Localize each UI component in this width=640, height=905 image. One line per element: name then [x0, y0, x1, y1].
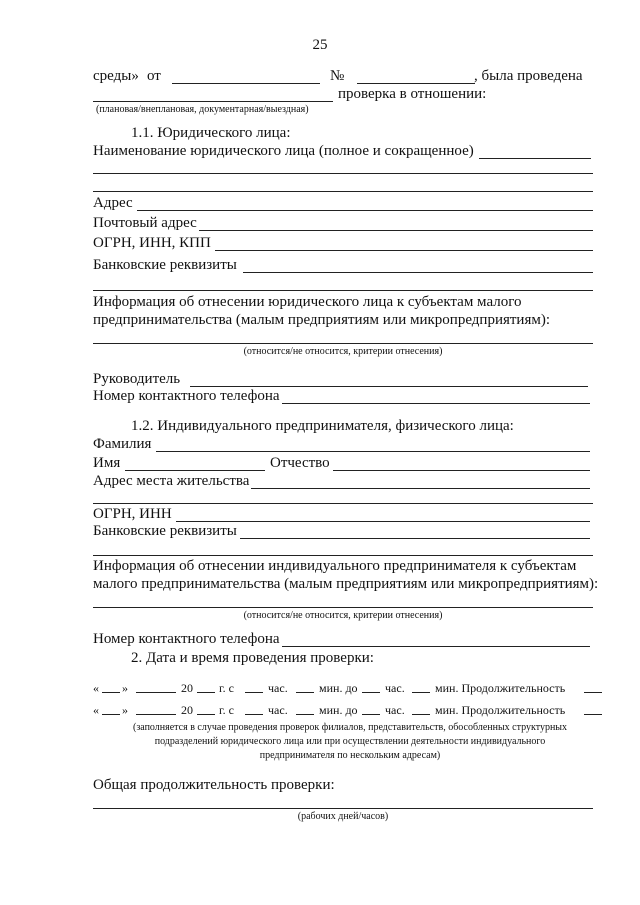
row1-hour2-label: час. — [385, 681, 405, 695]
patronymic-label: Отчество — [270, 455, 330, 471]
bank-details-field-line-2[interactable] — [93, 290, 593, 291]
row2-quote-close: » — [122, 703, 128, 717]
number-field-line[interactable] — [357, 83, 475, 84]
inspection-type-hint: (плановая/внеплановая, документарная/выездная) — [96, 104, 309, 115]
row1-day-field[interactable] — [102, 692, 120, 693]
residence-field-line[interactable] — [251, 488, 590, 489]
row2-duration-label: мин. Продолжительность — [435, 703, 566, 717]
legal-name-field-line[interactable] — [479, 158, 591, 159]
first-name-label: Имя — [93, 455, 121, 471]
row2-year-field[interactable] — [197, 714, 215, 715]
ip-ogrn-inn-field-line[interactable] — [176, 521, 590, 522]
section-2-title: 2. Дата и время проведения проверки: — [131, 650, 374, 666]
phone-field-line[interactable] — [282, 403, 590, 404]
bank-details-field-line[interactable] — [243, 272, 593, 273]
legal-name-field-line-2[interactable] — [93, 173, 593, 174]
intro-proverka: проверка в отношении: — [338, 86, 487, 102]
row1-min-do-label: мин. до — [319, 681, 358, 695]
legal-name-label: Наименование юридического лица (полное и сокращенное) — [93, 143, 474, 159]
residence-label: Адрес места жительства — [93, 473, 250, 489]
date-field-line[interactable] — [172, 83, 320, 84]
small-business-info-line1: Информация об отнесении юридического лица к субъектам малого — [93, 294, 522, 310]
row2-start-min-field[interactable] — [296, 714, 314, 715]
director-field-line[interactable] — [190, 386, 588, 387]
date-note-line1: (заполняется в случае проведения проверок филиалов, представительств, обособленных структурных — [132, 722, 568, 733]
ip-ogrn-inn-label: ОГРН, ИНН — [93, 506, 172, 522]
row2-day-field[interactable] — [102, 714, 120, 715]
total-duration-hint: (рабочих дней/часов) — [297, 811, 389, 822]
small-business-info-line2: предпринимательства (малым предприятиям или микропредприятиям): — [93, 312, 551, 328]
ip-bank-details-label: Банковские реквизиты — [93, 523, 237, 539]
row1-g-s: г. с — [219, 681, 234, 695]
row1-quote-close: » — [122, 681, 128, 695]
row2-start-hour-field[interactable] — [245, 714, 263, 715]
row2-g-s: г. с — [219, 703, 234, 717]
row2-duration-field[interactable] — [584, 714, 602, 715]
row1-year-field[interactable] — [197, 692, 215, 693]
ip-small-business-info-line1: Информация об отнесении индивидуального предпринимателя к субъектам — [93, 558, 577, 574]
postal-address-field-line[interactable] — [199, 230, 593, 231]
ogrn-inn-kpp-field-line[interactable] — [215, 250, 593, 251]
section-1-2-title: 1.2. Индивидуального предпринимателя, физического лица: — [131, 418, 514, 434]
row2-min-do-label: мин. до — [319, 703, 358, 717]
row2-year-prefix: 20 — [181, 703, 193, 717]
ip-phone-label: Номер контактного телефона — [93, 631, 280, 647]
surname-label: Фамилия — [93, 436, 152, 452]
row2-end-min-field[interactable] — [412, 714, 430, 715]
intro-no: № — [330, 68, 345, 84]
residence-field-line-2[interactable] — [93, 503, 593, 504]
ip-small-business-field-line[interactable] — [93, 607, 593, 608]
total-duration-field-line[interactable] — [93, 808, 593, 809]
row2-month-field[interactable] — [136, 714, 176, 715]
row1-year-prefix: 20 — [181, 681, 193, 695]
row1-end-hour-field[interactable] — [362, 692, 380, 693]
row1-start-min-field[interactable] — [296, 692, 314, 693]
phone-label: Номер контактного телефона — [93, 388, 280, 404]
intro-sredy: среды» — [93, 68, 139, 84]
ogrn-inn-kpp-label: ОГРН, ИНН, КПП — [93, 235, 211, 251]
director-label: Руководитель — [93, 371, 181, 387]
page-number: 25 — [312, 37, 328, 53]
intro-ot: от — [147, 68, 161, 84]
row1-end-min-field[interactable] — [412, 692, 430, 693]
small-business-field-line[interactable] — [93, 343, 593, 344]
row1-duration-field[interactable] — [584, 692, 602, 693]
inspection-type-field-line[interactable] — [93, 101, 333, 102]
address-field-line[interactable] — [137, 210, 593, 211]
row2-end-hour-field[interactable] — [362, 714, 380, 715]
row2-quote-open: « — [93, 703, 99, 717]
date-note-line3: предпринимателя по нескольким адресам) — [259, 750, 441, 761]
row1-hour-label: час. — [268, 681, 288, 695]
total-duration-label: Общая продолжительность проверки: — [93, 777, 335, 793]
ip-bank-details-field-line-2[interactable] — [93, 555, 593, 556]
row1-quote-open: « — [93, 681, 99, 695]
small-business-hint: (относится/не относится, критерии отнесения) — [243, 346, 443, 357]
ip-phone-field-line[interactable] — [282, 646, 590, 647]
ip-small-business-info-line2: малого предпринимательства (малым предприятиям или микропредприятиям): — [93, 576, 599, 592]
patronymic-field-line[interactable] — [333, 470, 590, 471]
first-name-field-line[interactable] — [125, 470, 265, 471]
bank-details-label: Банковские реквизиты — [93, 257, 237, 273]
ip-small-business-hint: (относится/не относится, критерии отнесения) — [243, 610, 443, 621]
row2-hour2-label: час. — [385, 703, 405, 717]
row1-start-hour-field[interactable] — [245, 692, 263, 693]
row1-duration-label: мин. Продолжительность — [435, 681, 566, 695]
row1-month-field[interactable] — [136, 692, 176, 693]
date-note-line2: подразделений юридического лица или при осуществлении деятельности индивидуального — [154, 736, 546, 747]
surname-field-line[interactable] — [156, 451, 590, 452]
postal-address-label: Почтовый адрес — [93, 215, 197, 231]
intro-byla: , была проведена — [474, 68, 583, 84]
ip-bank-details-field-line[interactable] — [240, 538, 590, 539]
address-label: Адрес — [93, 195, 133, 211]
section-1-1-title: 1.1. Юридического лица: — [131, 125, 291, 141]
row2-hour-label: час. — [268, 703, 288, 717]
legal-name-field-line-3[interactable] — [93, 191, 593, 192]
